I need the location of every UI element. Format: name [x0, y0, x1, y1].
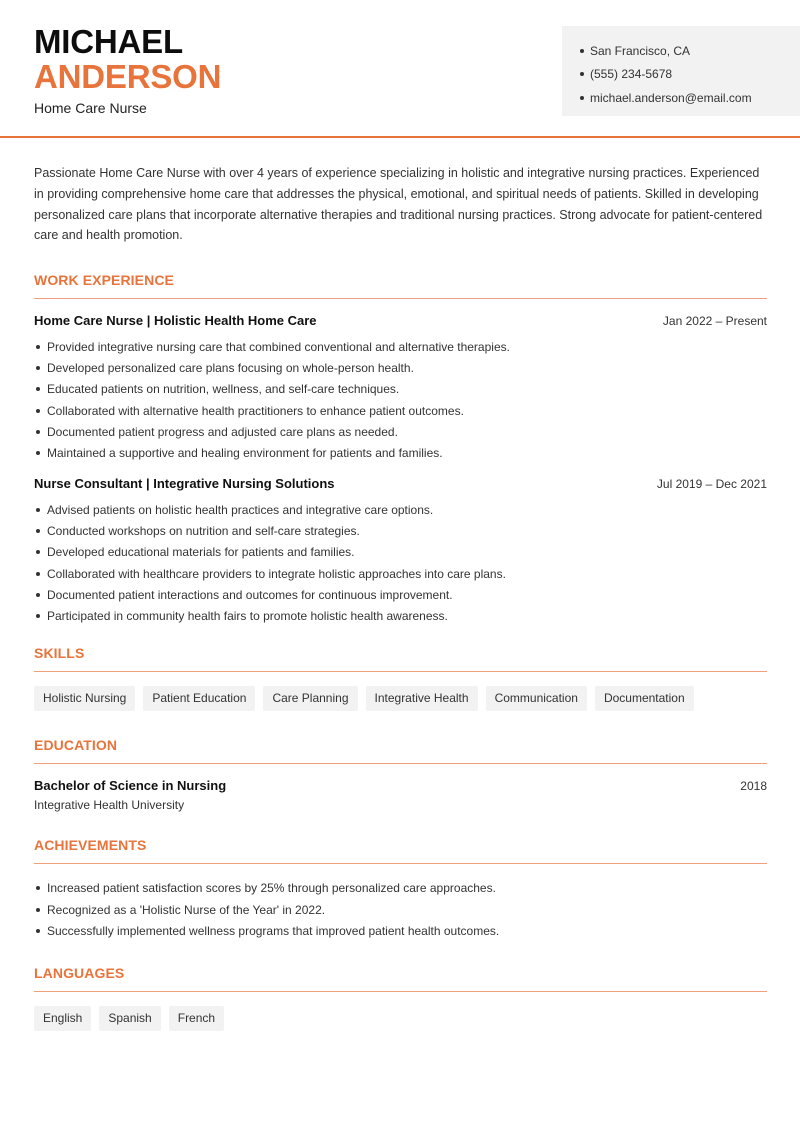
bullet-icon	[36, 550, 40, 554]
contact-box	[562, 26, 800, 116]
languages-section	[34, 965, 767, 1031]
contact-phone[interactable]: (555) 234-5678	[580, 63, 800, 87]
job-title: Home Care Nurse	[34, 100, 147, 116]
bullet-icon	[36, 430, 40, 434]
bullet-icon	[36, 345, 40, 349]
bullet-icon	[580, 96, 584, 100]
resume-content	[34, 136, 767, 1031]
section-title-languages: LANGUAGES	[34, 965, 767, 992]
languages-tags	[34, 1006, 767, 1031]
job-date: Jan 2022 – Present	[662, 314, 767, 329]
achievements-list	[34, 878, 767, 942]
list-item: Collaborated with alternative health practitioners to enhance patient outcomes.	[34, 400, 767, 421]
resume-header	[0, 0, 800, 138]
list-item: Documented patient interactions and outcomes for continuous improvement.	[34, 584, 767, 605]
list-item: Recognized as a 'Holistic Nurse of the Year' in 2022.	[34, 899, 767, 920]
list-item: Conducted workshops on nutrition and self-care strategies.	[34, 520, 767, 541]
education-year: 2018	[740, 778, 767, 793]
bullet-icon	[36, 572, 40, 576]
list-item: Collaborated with healthcare providers to integrate holistic approaches into care plans.	[34, 563, 767, 584]
last-name: ANDERSON	[34, 58, 222, 95]
contact-email[interactable]: michael.anderson@email.com	[580, 86, 800, 110]
work-experience-section	[34, 272, 767, 627]
bullet-icon	[36, 451, 40, 455]
language-tag: Spanish	[99, 1006, 160, 1031]
list-item: Educated patients on nutrition, wellness, and self-care techniques.	[34, 379, 767, 400]
bullet-icon	[36, 614, 40, 618]
skill-tag: Patient Education	[143, 686, 255, 711]
skill-tag: Documentation	[595, 686, 694, 711]
section-title-achievements: ACHIEVEMENTS	[34, 837, 767, 864]
education-section	[34, 737, 767, 812]
first-name: MICHAEL	[34, 23, 183, 60]
list-item: Developed educational materials for patients and families.	[34, 542, 767, 563]
language-tag: French	[169, 1006, 224, 1031]
bullet-icon	[36, 508, 40, 512]
list-item: Successfully implemented wellness programs that improved patient health outcomes.	[34, 920, 767, 941]
list-item: Increased patient satisfaction scores by 25% through personalized care approaches.	[34, 878, 767, 899]
list-item: Advised patients on holistic health practices and integrative care options.	[34, 499, 767, 520]
skills-section	[34, 645, 767, 711]
bullet-icon	[36, 908, 40, 912]
bullet-icon	[36, 886, 40, 890]
list-item: Maintained a supportive and healing environment for patients and families.	[34, 443, 767, 464]
contact-location: San Francisco, CA	[580, 39, 800, 63]
bullet-icon	[36, 387, 40, 391]
skill-tag: Communication	[486, 686, 587, 711]
job-entry	[34, 313, 767, 464]
list-item: Documented patient progress and adjusted care plans as needed.	[34, 421, 767, 442]
skill-tag: Care Planning	[263, 686, 357, 711]
education-school: Integrative Health University	[34, 797, 185, 812]
candidate-name	[34, 24, 221, 94]
list-item: Developed personalized care plans focusing on whole-person health.	[34, 357, 767, 378]
job-role: Home Care Nurse | Holistic Health Home Care	[34, 313, 317, 329]
bullet-icon	[36, 409, 40, 413]
language-tag: English	[34, 1006, 91, 1031]
bullet-icon	[36, 929, 40, 933]
contact-list	[580, 39, 800, 110]
skill-tag: Integrative Health	[366, 686, 478, 711]
list-item: Provided integrative nursing care that combined conventional and alternative therapies.	[34, 336, 767, 357]
section-title-skills: SKILLS	[34, 645, 767, 672]
job-date: Jul 2019 – Dec 2021	[656, 476, 767, 491]
achievements-section	[34, 837, 767, 942]
section-title-education: EDUCATION	[34, 737, 767, 764]
list-item: Participated in community health fairs to promote holistic health awareness.	[34, 605, 767, 626]
bullet-icon	[36, 366, 40, 370]
job-entry	[34, 476, 767, 627]
bullet-icon	[36, 529, 40, 533]
bullet-icon	[580, 49, 584, 53]
section-title-work: WORK EXPERIENCE	[34, 272, 767, 299]
skills-tags	[34, 686, 767, 711]
skill-tag: Holistic Nursing	[34, 686, 135, 711]
bullet-icon	[36, 593, 40, 597]
summary-text: Passionate Home Care Nurse with over 4 years of experience specializing in holistic and integrative nursing practices. Experienced in providing comprehensive home care that addresses the physical, emotional, and spiritual needs of patients. Skilled in developing personalized care plans that incorporate alternative therapies and traditional nursing practices. Strong advocate for patient-centered care and health promotion.	[34, 166, 763, 243]
job-role: Nurse Consultant | Integrative Nursing Solutions	[34, 475, 335, 491]
bullet-icon	[580, 72, 584, 76]
education-degree: Bachelor of Science in Nursing	[34, 777, 227, 793]
job-bullets	[34, 499, 767, 627]
job-bullets	[34, 336, 767, 464]
